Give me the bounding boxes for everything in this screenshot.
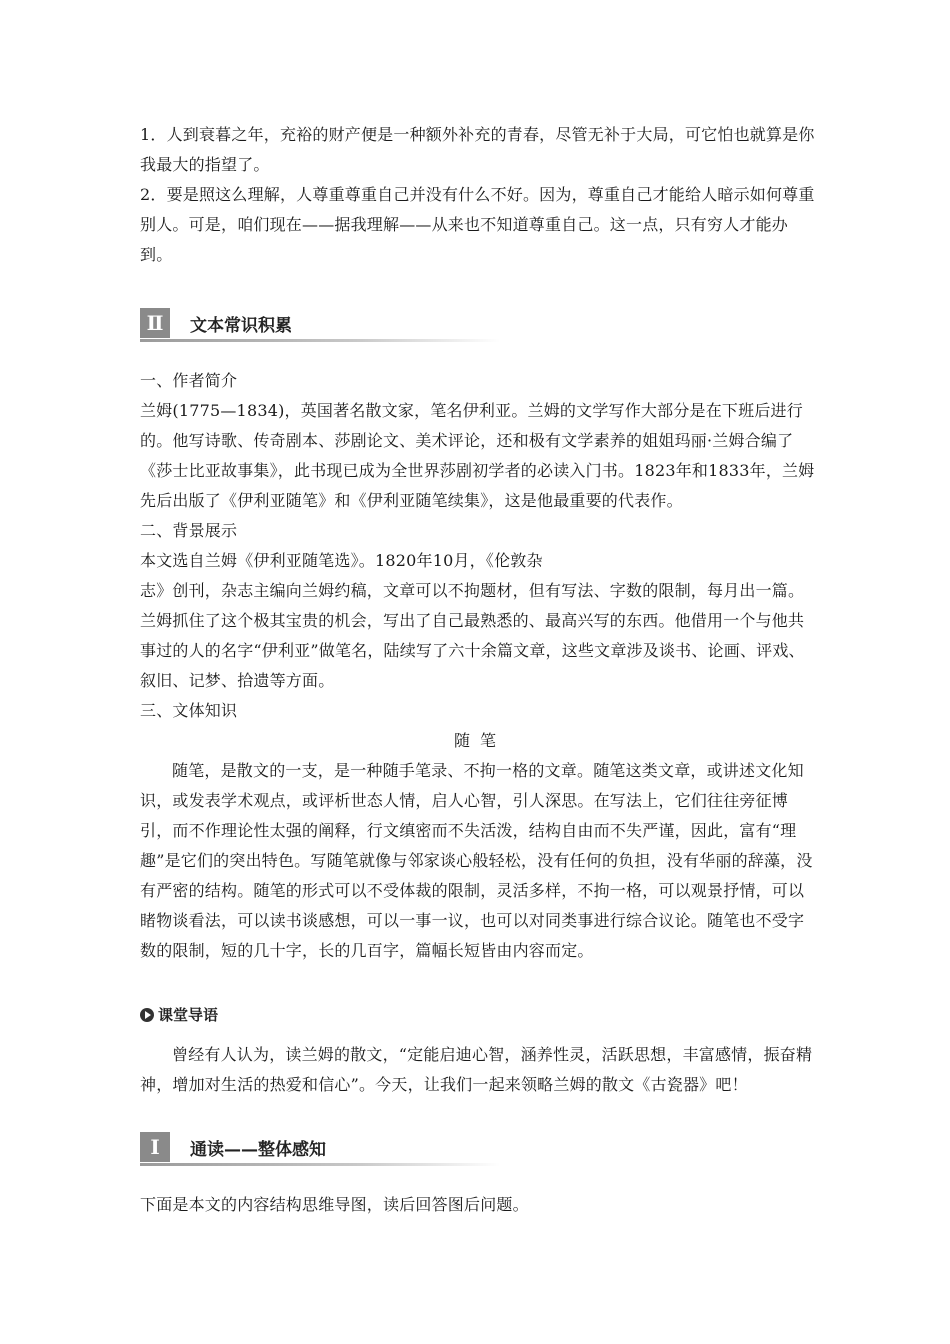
section-title: 通读——整体感知 <box>190 1140 326 1160</box>
classroom-guide-paragraph: 曾经有人认为，读兰姆的散文，“定能启迪心智，涵养性灵，活跃思想，丰富感情，振奋精神，增加对生活的热爱和信心”。今天，让我们一起来领略兰姆的散文《古瓷器》吧！ <box>140 1045 813 1094</box>
background-paragraph: 志》创刊，杂志主编向兰姆约稿，文章可以不拘题材，但有写法、字数的限制，每月出一篇。兰姆抓住了这个极其宝贵的机会，写出了自己最熟悉的、最高兴写的东西。他借用一个与他共事过的人的名字“伊利亚”做笔名，陆续写了六十余篇文章，这些文章涉及谈书、论画、评戏、叙旧、记梦、拾遗等方面。 <box>140 581 805 690</box>
section-number-badge: Ⅱ <box>140 308 170 338</box>
section-title: 文本常识积累 <box>190 316 292 336</box>
intro-item-2: 2．要是照这么理解，人尊重尊重自己并没有什么不好。因为，尊重自己才能给人暗示如何尊重别人。可是，咱们现在——据我理解——从来也不知道尊重自己。这一点，只有穷人才能办到。 <box>140 185 815 264</box>
classroom-guide-heading <box>140 1004 218 1026</box>
background-heading: 二、背景展示 <box>140 521 238 540</box>
genre-title: 随笔 <box>453 731 506 750</box>
genre-paragraph: 随笔，是散文的一支，是一种随手笔录、不拘一格的文章。随笔这类文章，或讲述文化知识，或发表学术观点，或评析世态人情，启人心智，引人深思。在写法上，它们往往旁征博引，而不作理论性太强的阐释，行文缜密而不失活泼，结构自由而不失严谨，因此，富有“理趣”是它们的突出特色。写随笔就像与邻家谈心般轻松，没有任何的负担，没有华丽的辞藻，没有严密的结构。随笔的形式可以不受体裁的限制，灵活多样，不拘一格，可以观景抒情，可以睹物谈看法，可以读书谈感想，可以一事一议，也可以对同类事进行综合议论。随笔也不受字数的限制，短的几十字，长的几百字，篇幅长短皆由内容而定。 <box>140 761 813 960</box>
text-knowledge-content <box>140 366 820 966</box>
author-paragraph: 兰姆(1775—1834)，英国著名散文家，笔名伊利亚。兰姆的文学写作大部分是在下班后进行的。他写诗歌、传奇剧本、莎剧论文、美术评论，还和极有文学素养的姐姐玛丽·兰姆合编了《莎士比亚故事集》，此书现已成为全世界莎剧初学者的必读入门书。1823年和1833年，兰姆先后出版了《伊利亚随笔》和《伊利亚随笔续集》，这是他最重要的代表作。 <box>140 401 815 510</box>
section-divider <box>140 1163 500 1166</box>
overview-content <box>140 1190 820 1220</box>
background-line-1: 本文选自兰姆《伊利亚随笔选》。1820年10月，《伦敦杂 <box>140 551 543 570</box>
intro-item-1: 1．人到衰暮之年，充裕的财产便是一种额外补充的青春，尽管无补于大局，可它怕也就算是你我最大的指望了。 <box>140 125 815 174</box>
author-heading: 一、作者简介 <box>140 371 238 390</box>
section-header-text-knowledge <box>140 308 500 340</box>
intro-items <box>140 120 820 270</box>
genre-heading: 三、文体知识 <box>140 701 238 720</box>
classroom-guide-label: 课堂导语 <box>158 1006 219 1024</box>
classroom-guide-content <box>140 1040 820 1100</box>
overview-paragraph: 下面是本文的内容结构思维导图，读后回答图后问题。 <box>140 1195 529 1214</box>
section-divider <box>140 339 500 342</box>
section-header-overview <box>140 1132 500 1164</box>
section-number-badge: Ⅰ <box>140 1132 170 1162</box>
play-circle-icon <box>140 1008 154 1022</box>
